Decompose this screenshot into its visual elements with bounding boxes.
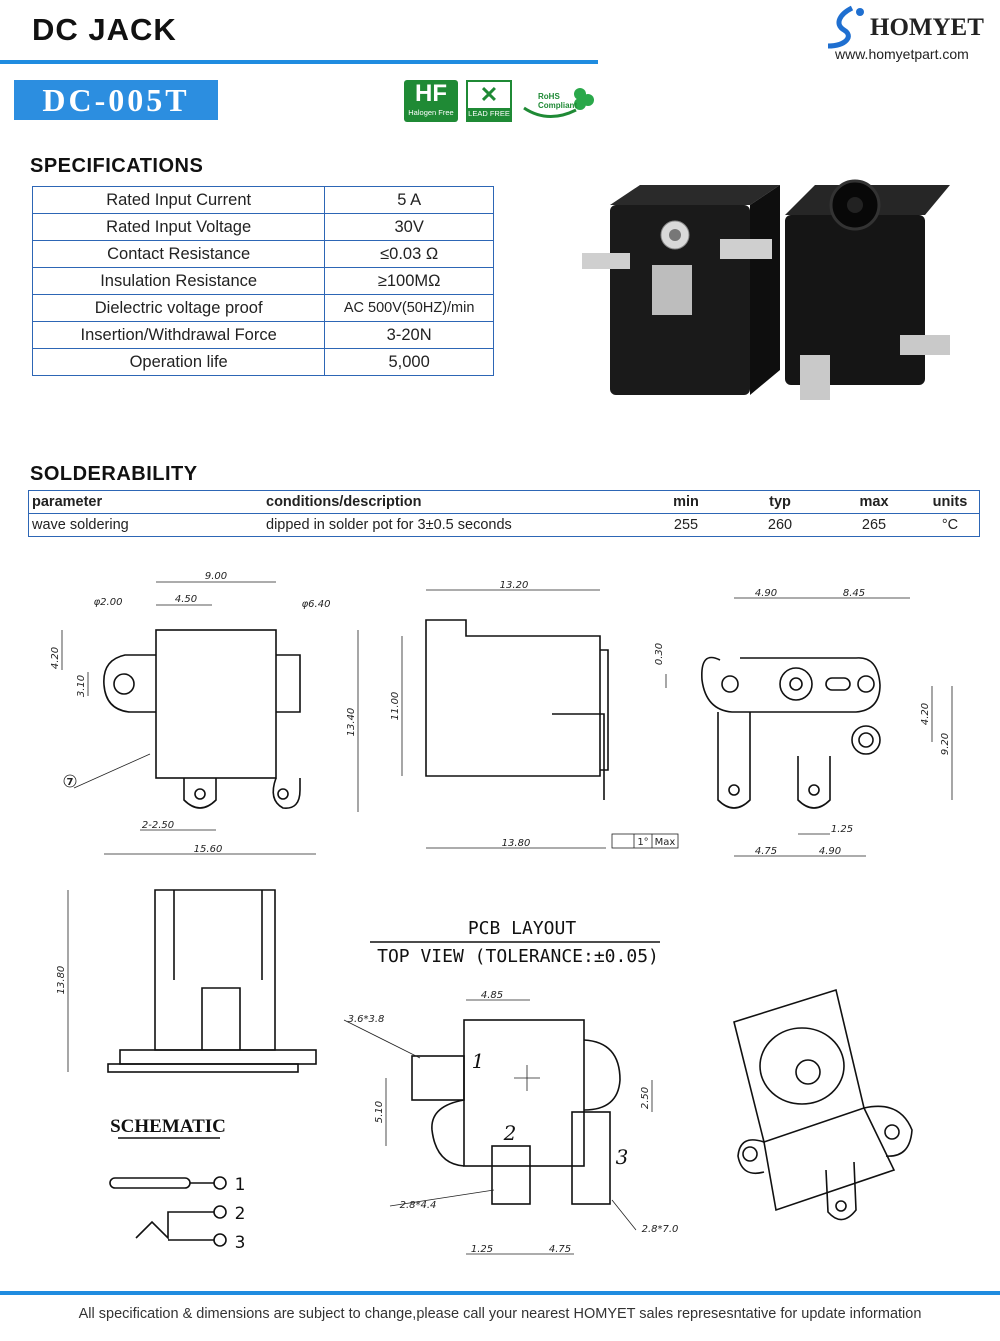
schematic-title: SCHEMATIC <box>110 1116 226 1137</box>
solderability-title: SOLDERABILITY <box>30 463 198 485</box>
dim-back-h1: 4.20 <box>920 702 931 726</box>
dim-front-h1: 4.20 <box>50 646 61 670</box>
dim-pcb-pad2: 2.8*4.4 <box>399 1200 437 1211</box>
dim-back-h2: 9.20 <box>940 732 951 756</box>
product-photo <box>570 165 980 415</box>
table-row: Dielectric voltage proof AC 500V(50HZ)/min <box>33 295 494 322</box>
dim-pcb-pad1: 3.6*3.8 <box>347 1014 385 1025</box>
dim-front-h2: 3.10 <box>76 674 87 698</box>
dim-pcb-pad3: 2.8*7.0 <box>641 1224 679 1235</box>
dim-side-h: 11.00 <box>390 691 401 721</box>
schematic-pin-1: 1 <box>234 1175 246 1195</box>
pcb-title: PCB LAYOUT <box>467 918 577 939</box>
back-view <box>654 588 952 857</box>
rohs-text: RoHS <box>538 92 560 101</box>
dim-pcb-h-left: 5.10 <box>374 1100 385 1124</box>
table-row: wave soldering dipped in solder pot for 3±0.5 seconds 255 260 265 °C <box>32 517 959 533</box>
brand-name: HOMYET <box>870 14 984 41</box>
dim-front-w-mid: 4.50 <box>174 594 198 605</box>
technical-drawings <box>0 560 1000 1280</box>
isometric-drawing <box>734 990 912 1220</box>
front-view <box>50 571 358 855</box>
brand-url: www.homyetpart.com <box>835 46 969 62</box>
table-header-row: parameter conditions/description min typ max units <box>29 491 980 514</box>
solderability-table <box>28 490 980 537</box>
schematic <box>110 1116 245 1253</box>
model-label: DC-005T <box>14 80 218 120</box>
dim-bottom-h: 13.80 <box>56 965 67 995</box>
table-row: Rated Input Current 5 A <box>33 187 494 214</box>
lead-free-text: LEAD FREE <box>468 109 510 118</box>
lead-free-badge <box>466 80 512 122</box>
dim-front-w-top: 9.00 <box>204 571 228 582</box>
schematic-pin-3: 3 <box>234 1233 246 1253</box>
homyet-logo-icon <box>822 4 872 50</box>
dim-pcb-b-left: 1.25 <box>470 1244 494 1255</box>
dim-front-w-total: 15.60 <box>193 844 223 855</box>
header-rule <box>0 60 598 64</box>
pcb-pad-number-2: 2 <box>503 1121 517 1145</box>
specifications-table <box>32 186 494 376</box>
dim-front-d-right: φ6.40 <box>301 599 331 610</box>
footer-rule <box>0 1291 1000 1295</box>
pcb-layout <box>344 918 678 1255</box>
bottom-view <box>56 890 316 1072</box>
side-view <box>390 580 678 849</box>
table-row: Contact Resistance ≤0.03 Ω <box>33 241 494 268</box>
dim-side-w-top: 13.20 <box>499 580 529 591</box>
table-row: Insertion/Withdrawal Force 3-20N <box>33 322 494 349</box>
dim-back-pin-w: 1.25 <box>830 824 854 835</box>
rohs-badge <box>518 80 596 122</box>
table-row: Rated Input Voltage 30V <box>33 214 494 241</box>
dim-pcb-h-right: 2.50 <box>640 1086 651 1110</box>
dim-pcb-b-right: 4.75 <box>548 1244 572 1255</box>
dim-side-w-bottom: 13.80 <box>501 838 531 849</box>
dim-back-w-left: 4.90 <box>754 588 778 599</box>
page-title: DC JACK <box>32 12 177 47</box>
halogen-free-text: Halogen Free <box>408 108 454 117</box>
dim-side-flatness-max: Max <box>654 837 676 848</box>
hf-icon: HF <box>415 80 447 107</box>
dim-back-gap: 0.30 <box>654 642 665 666</box>
footer-note: All specification & dimensions are subject to change,please call your nearest HOMYET sales represesntative for update information <box>78 1306 922 1322</box>
dim-pcb-w-top: 4.85 <box>480 990 504 1001</box>
lead-free-x-icon: ✕ <box>479 82 499 107</box>
pcb-pad-number-1: 1 <box>471 1049 485 1073</box>
front-mark: 7 <box>66 777 74 788</box>
dim-back-b-left: 4.75 <box>754 846 778 857</box>
pcb-pad-number-3: 3 <box>615 1145 629 1169</box>
pcb-subtitle: TOP VIEW (TOLERANCE:±0.05) <box>377 946 659 967</box>
table-row: Insulation Resistance ≥100MΩ <box>33 268 494 295</box>
specifications-title: SPECIFICATIONS <box>30 155 204 177</box>
dim-front-d-left: φ2.00 <box>93 597 123 608</box>
schematic-pin-2: 2 <box>234 1204 246 1224</box>
table-row: Operation life 5,000 <box>33 349 494 376</box>
dim-front-pitch: 2-2.50 <box>141 820 175 831</box>
dim-back-w-right: 8.45 <box>842 588 866 599</box>
halogen-free-badge <box>404 80 458 122</box>
dim-back-b-right: 4.90 <box>818 846 842 857</box>
dim-front-h-total: 13.40 <box>346 707 357 737</box>
dim-side-flatness: 1° <box>637 837 649 848</box>
rohs-compliant-text: Compliant <box>538 101 578 110</box>
